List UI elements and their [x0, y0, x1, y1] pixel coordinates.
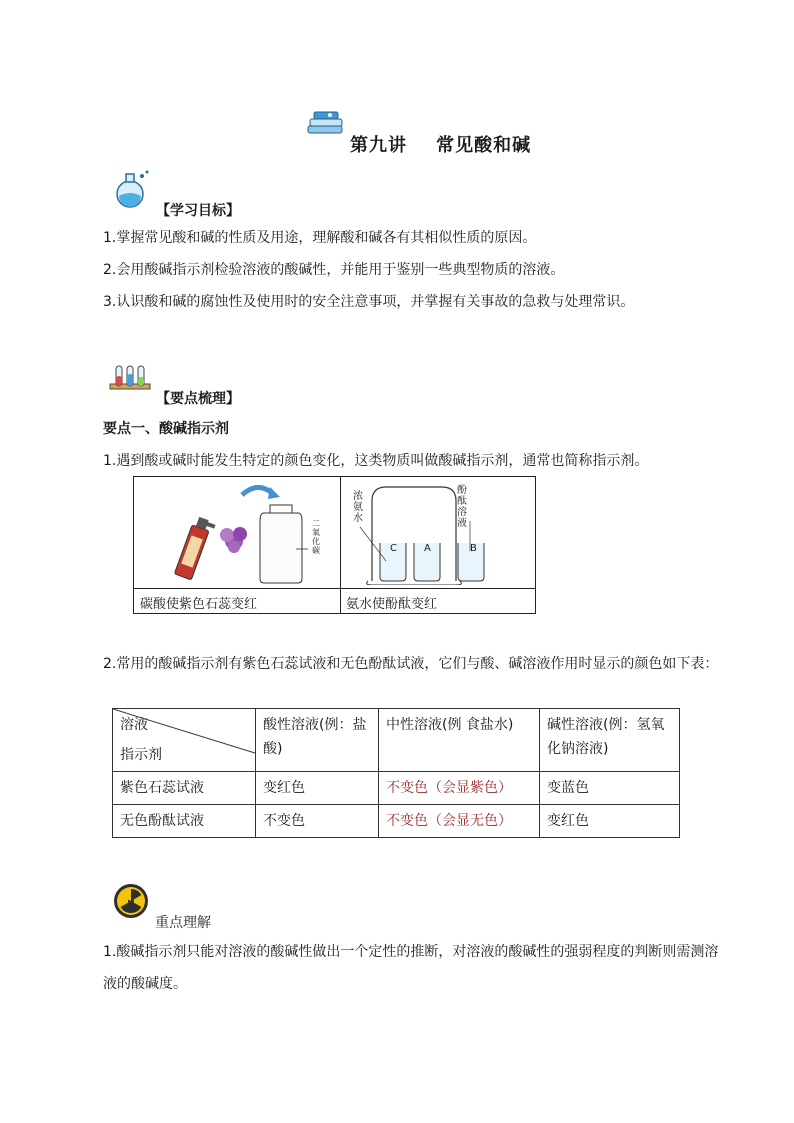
- corner-top: 溶液: [120, 717, 148, 733]
- header-acid: 酸性溶液(例：盐酸): [256, 709, 379, 772]
- table-header-row: [113, 709, 680, 772]
- radiation-icon: [112, 882, 150, 924]
- book-stack-icon: [304, 108, 346, 142]
- goals-heading: 【学习目标】: [156, 203, 240, 219]
- beaker-a-label: A: [424, 543, 431, 554]
- figure-table: [133, 476, 536, 614]
- test-tubes-icon: [108, 364, 152, 396]
- paragraph: 1.酸碱指示剂只能对溶液的酸碱性做出一个定性的推断，对溶液的酸碱性的强弱程度的判断则需测溶液的酸碱度。: [103, 944, 719, 992]
- indicator-table: [112, 708, 680, 838]
- row-name: 紫色石蕊试液: [113, 772, 256, 805]
- beaker-c-label: C: [390, 543, 397, 554]
- cell-acid: 变红色: [256, 772, 379, 805]
- ammonia-experiment-figure: [346, 481, 532, 589]
- cell-base: 变蓝色: [540, 772, 680, 805]
- goal-item: 1.掌握常见酸和碱的性质及用途，理解酸和碱各有其相似性质的原因。: [103, 230, 537, 246]
- cell-neutral: 不变色（会显无色）: [379, 805, 540, 838]
- phenol-label: 酚酞溶液: [457, 485, 467, 529]
- corner-bottom: 指示剂: [120, 747, 162, 763]
- table-row: [113, 772, 680, 805]
- cell-neutral: 不变色（会显紫色）: [379, 772, 540, 805]
- right-caption: 氨水使酚酞变红: [346, 597, 438, 612]
- row-name: 无色酚酞试液: [113, 805, 256, 838]
- flask-icon: [112, 168, 154, 214]
- sub-heading: 要点一、酸碱指示剂: [103, 421, 229, 437]
- beaker-b-label: B: [470, 543, 477, 554]
- left-caption: 碳酸使紫色石蕊变红: [140, 597, 258, 612]
- header-neutral: 中性溶液(例 食盐水): [379, 709, 540, 772]
- diagonal-line: [113, 709, 255, 775]
- table-row: [113, 805, 680, 838]
- header-base: 碱性溶液(例：氢氧化钠溶液): [540, 709, 680, 772]
- key-heading: 重点理解: [155, 915, 211, 931]
- corner-cell: [113, 709, 256, 772]
- points-heading: 【要点梳理】: [156, 391, 240, 407]
- paragraph: 2.常用的酸碱指示剂有紫色石蕊试液和无色酚酞试液，它们与酸、碱溶液作用时显示的颜色如下表：: [103, 656, 719, 672]
- cell-base: 变红色: [540, 805, 680, 838]
- goal-item: 2.会用酸碱指示剂检验溶液的酸碱性，并能用于鉴别一些典型物质的溶液。: [103, 262, 565, 278]
- goal-item: 3.认识酸和碱的腐蚀性及使用时的安全注意事项，并掌握有关事故的急救与处理常识。: [103, 294, 635, 310]
- cell-acid: 不变色: [256, 805, 379, 838]
- page-title: 第九讲 常见酸和碱: [350, 135, 532, 156]
- paragraph: 1.遇到酸或碱时能发生特定的颜色变化，这类物质叫做酸碱指示剂，通常也简称指示剂。: [103, 453, 649, 469]
- ammonia-label: 浓氨水: [353, 491, 363, 524]
- co2-experiment-figure: [172, 479, 332, 589]
- co2-label: 二氧化碳: [312, 519, 320, 555]
